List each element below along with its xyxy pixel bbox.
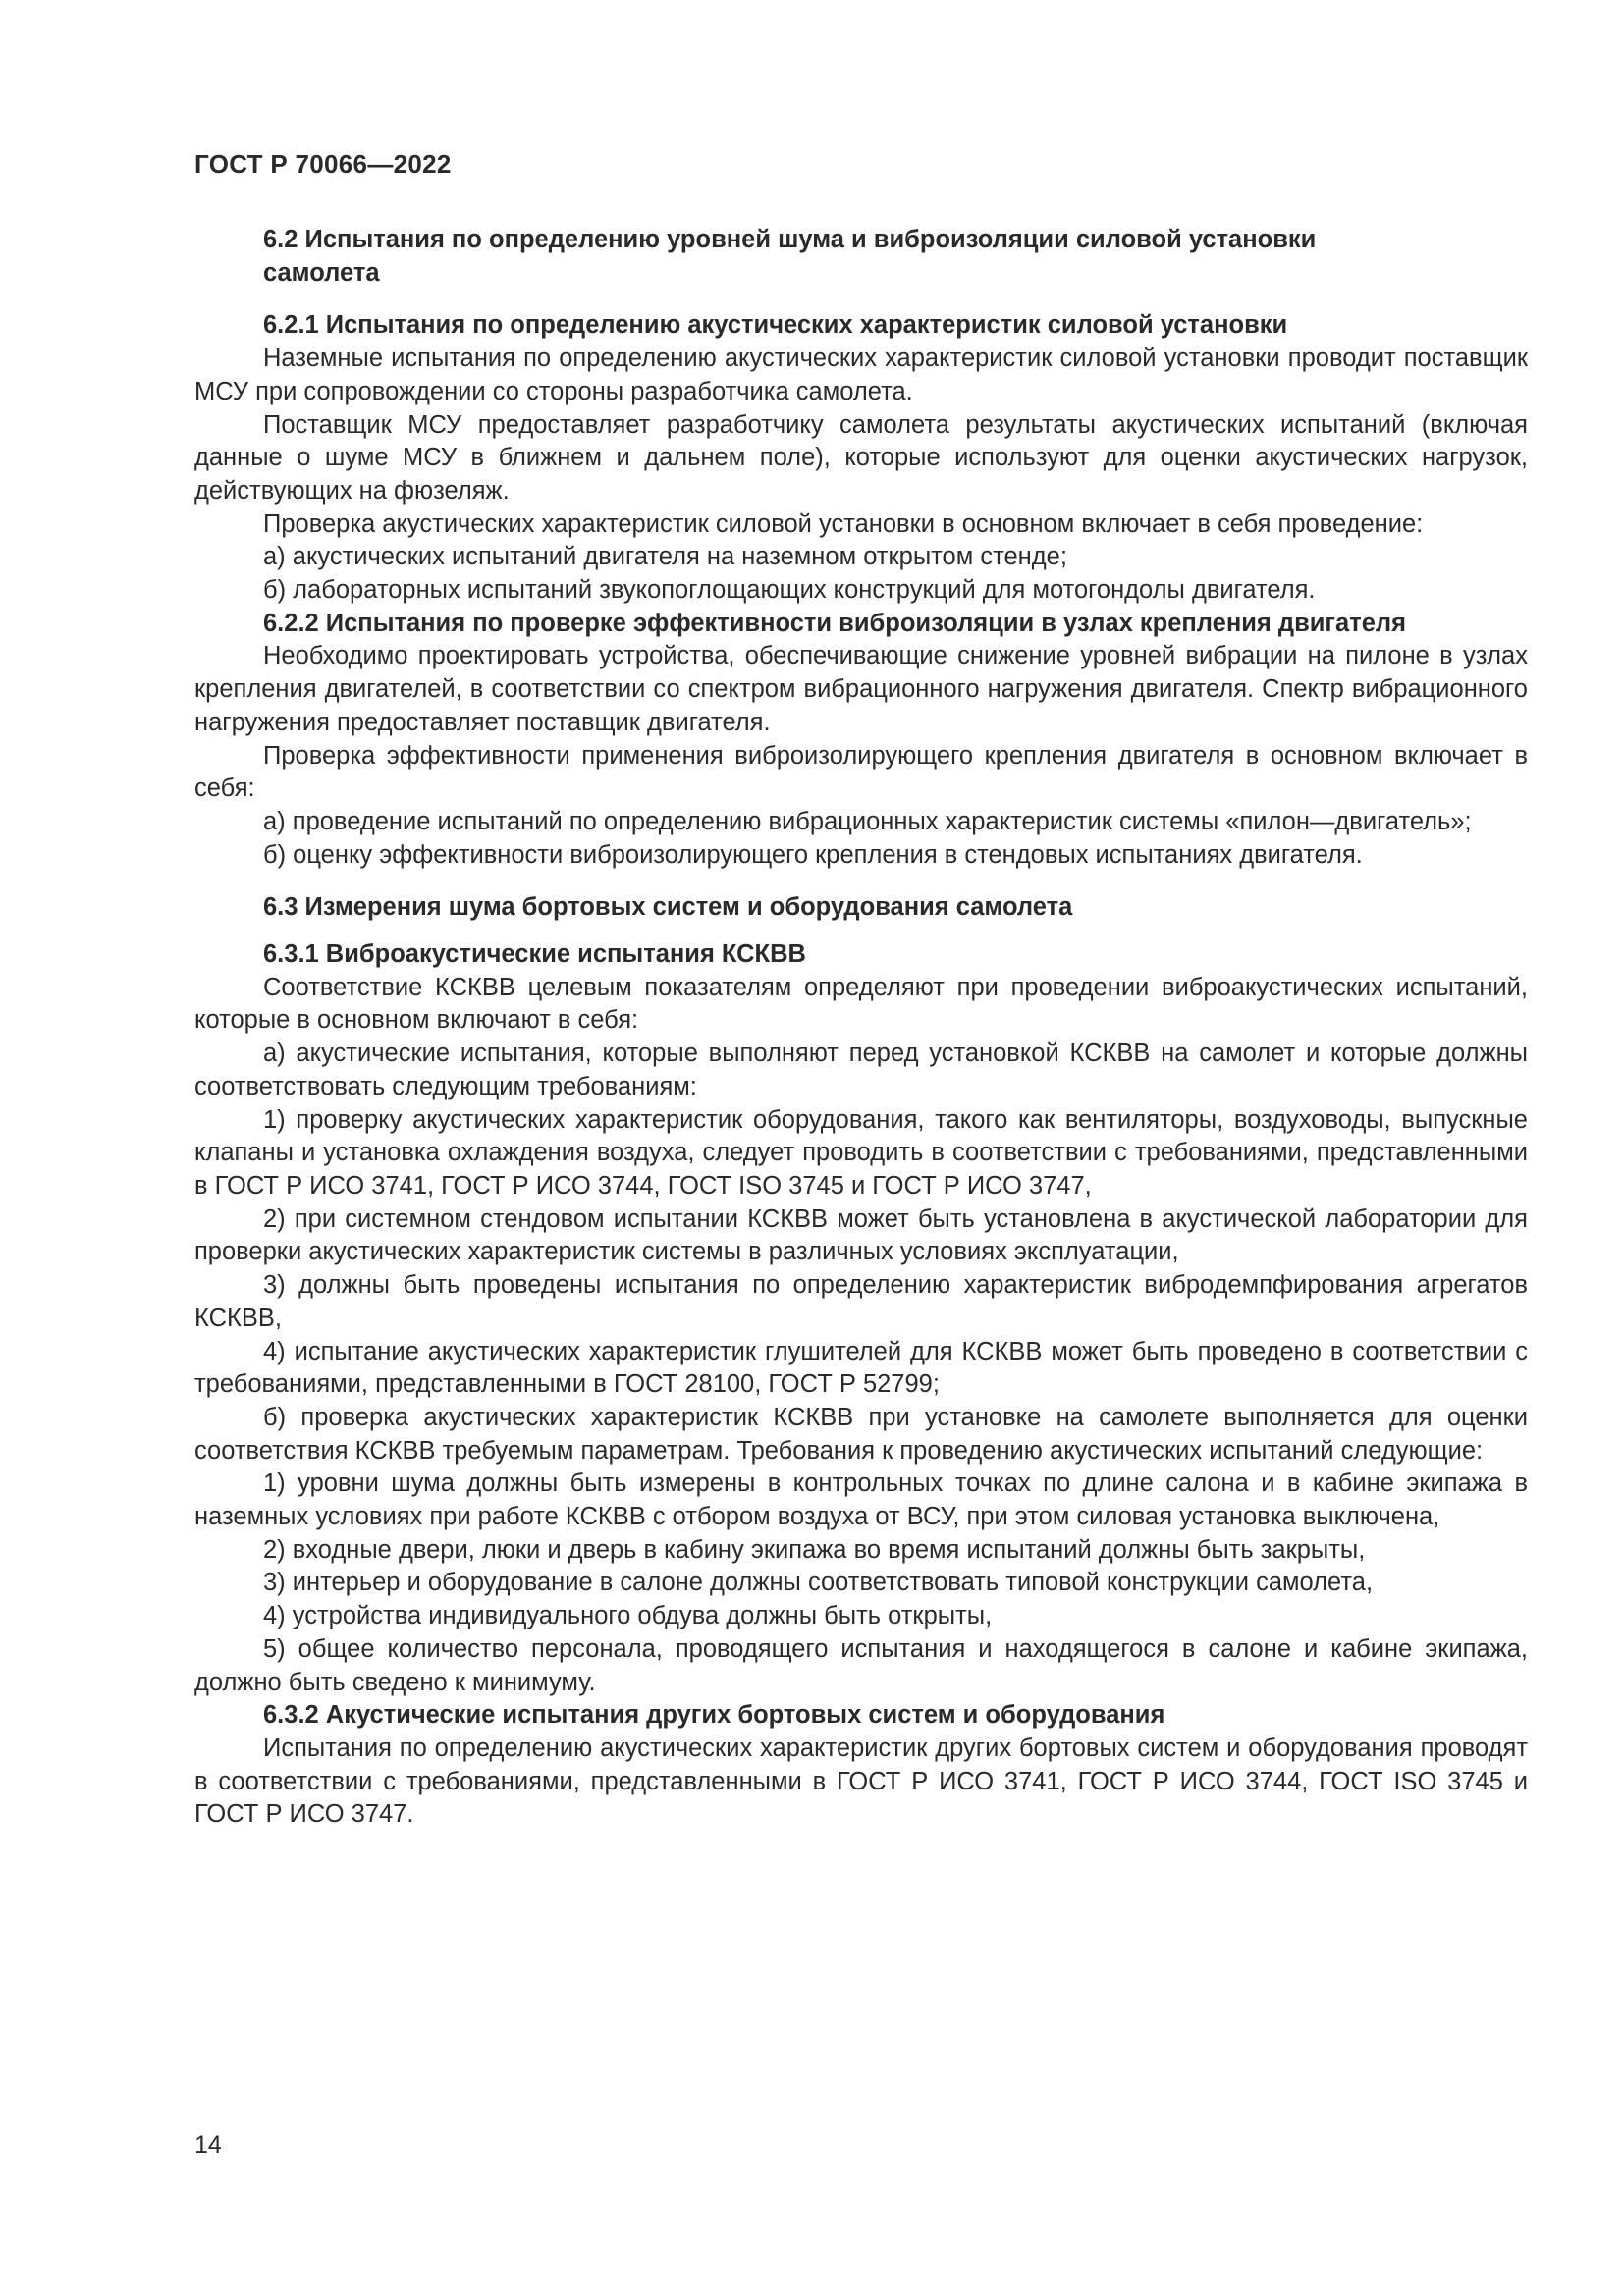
section-6-2-title [194,224,1528,290]
list-subitem: 3) должны быть проведены испытания по определению характеристик вибродемпфирования агрегатов КСКВВ, [194,1271,1528,1332]
paragraph: Наземные испытания по определению акустических характеристик силовой установки проводит поставщик МСУ при сопровождении со стороны разработчика самолета. [194,345,1528,405]
section-6-3-title: 6.3 Измерения шума бортовых систем и оборудования самолета [263,893,1073,922]
list-item: а) акустических испытаний двигателя на наземном открытом стенде; [263,543,1067,571]
list-item: б) проверка акустических характеристик КСКВВ при установке на самолете выполняется для оценки соответствия КСКВВ требуемым параметрам. Требования к проведению акустических испытаний следующие: [194,1403,1528,1465]
paragraph: Соответствие КСКВВ целевым показателям определяют при проведении виброакустических испытаний, которые в основном включают в себя: [194,973,1528,1035]
list-subitem: 5) общее количество персонала, проводящего испытания и находящегося в салоне и кабине экипажа, должно быть сведено к минимуму. [194,1634,1528,1696]
section-6-2-title-line1: 6.2 Испытания по определению уровней шума и виброизоляции силовой установки [263,226,1317,253]
list-subitem: 4) устройства индивидуального обдува должны быть открыты, [263,1602,993,1630]
page-number: 14 [194,2131,222,2159]
document-header-id: ГОСТ Р 70066—2022 [194,149,452,179]
list-subitem: 2) входные двери, люки и дверь в кабину экипажа во время испытаний должны быть закрыты, [263,1535,1366,1564]
list-item: б) лабораторных испытаний звукопоглощающих конструкций для мотогондолы двигателя. [263,576,1316,605]
list-subitem: 2) при системном стендовом испытании КСКВВ может быть установлена в акустической лаборатории для проверки акустических характеристик системы в различных условиях эксплуатации, [194,1204,1528,1266]
section-6-2-1-title: 6.2.1 Испытания по определению акустических характеристик силовой установки [263,311,1288,340]
document-body [194,224,1528,1832]
section-6-3-2-title: 6.3.2 Акустические испытания других бортовых систем и оборудования [263,1701,1165,1730]
paragraph: Проверка эффективности применения виброизолирующего крепления двигателя в основном включает в себя: [194,741,1528,803]
section-6-2-title-line2: самолета [263,258,380,287]
section-6-2-2-title: 6.2.2 Испытания по проверке эффективности виброизоляции в узлах крепления двигателя [263,609,1406,637]
list-item: а) акустические испытания, которые выполняют перед установкой КСКВВ на самолет и которые должны соответствовать следующим требованиям: [194,1040,1528,1100]
paragraph: Поставщик МСУ предоставляет разработчику самолета результаты акустических испытаний (включая данные о шуме МСУ в ближнем и дальнем поле), которые используют для оценки акустических нагрузок, действующих на фюзеляж. [194,410,1528,505]
section-6-3-1-title: 6.3.1 Виброакустические испытания КСКВВ [263,940,806,969]
paragraph: Испытания по определению акустических характеристик других бортовых систем и оборудования проводят в соответствии с требованиями, представленными в ГОСТ Р ИСО 3741, ГОСТ Р ИСО 3744, ГОСТ ISO 3745 и ГОСТ Р ИСО 3747. [194,1734,1528,1829]
paragraph: Проверка акустических характеристик силовой установки в основном включает в себя проведение: [263,509,1424,538]
list-subitem: 1) уровни шума должны быть измерены в контрольных точках по длине салона и в кабине экипажа в наземных условиях при работе КСКВВ с отбором воздуха от ВСУ, при этом силовая установка выключена, [194,1469,1528,1531]
paragraph: Необходимо проектировать устройства, обеспечивающие снижение уровней вибрации на пилоне в узлах крепления двигателей, в соответствии со спектром вибрационного нагружения двигателя. Спектр вибрационного нагружения предоставляет поставщик двигателя. [194,642,1528,736]
list-subitem: 3) интерьер и оборудование в салоне должны соответствовать типовой конструкции самолета, [263,1569,1374,1597]
list-item: а) проведение испытаний по определению вибрационных характеристик системы «пилон—двигатель»; [263,807,1472,835]
list-item: б) оценку эффективности виброизолирующего крепления в стендовых испытаниях двигателя. [263,840,1363,869]
list-subitem: 4) испытание акустических характеристик глушителей для КСКВВ может быть проведено в соответствии с требованиями, представленными в ГОСТ 28100, ГОСТ Р 52799; [194,1337,1528,1399]
list-subitem: 1) проверку акустических характеристик оборудования, такого как вентиляторы, воздуховоды, выпускные клапаны и установка охлаждения воздуха, следует проводить в соответствии с требованиями, представленными в ГОСТ Р ИСО 3741, ГОСТ Р ИСО 3744, ГОСТ ISO 3745 и ГОСТ Р ИСО 3747, [194,1105,1528,1200]
